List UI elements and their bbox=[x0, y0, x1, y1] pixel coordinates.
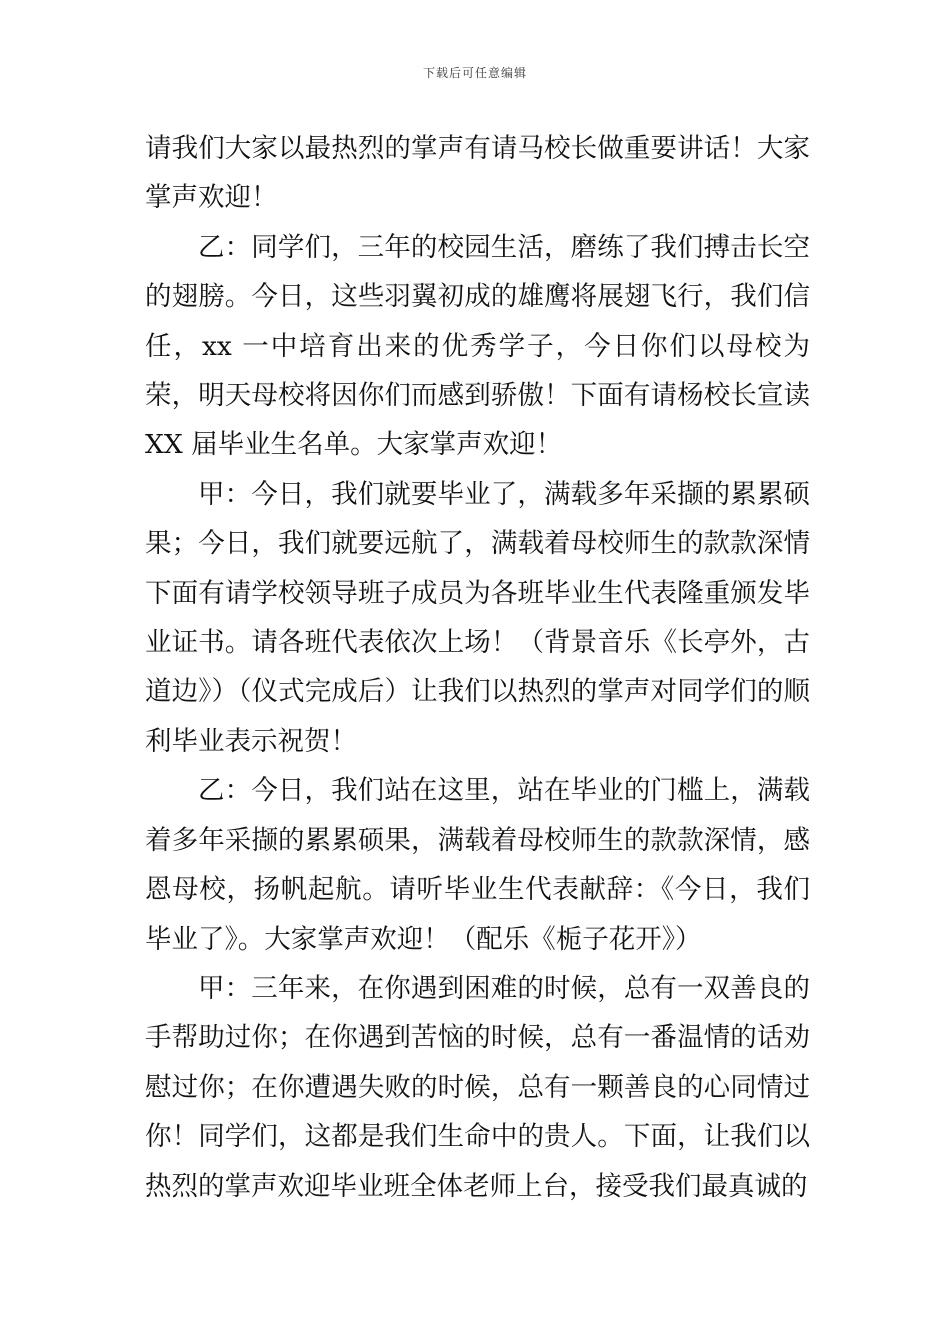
paragraph-2: 乙：同学们，三年的校园生活，磨练了我们搏击长空的翅膀。今日，这些羽翼初成的雄鹰将展翅飞行，我们信任，xx 一中培育出来的优秀学子，今日你们以母校为荣，明天母校将因你们而感到骄傲！下面有请杨校长宣读 XX 届毕业生名单。大家掌声欢迎！ bbox=[145, 231, 810, 461]
paragraph-4: 乙：今日，我们站在这里，站在毕业的门槛上，满载着多年采撷的累累硕果，满载着母校师生的款款深情，感恩母校，扬帆起航。请听毕业生代表献辞：《今日，我们毕业了》。大家掌声欢迎！（配乐《栀子花开》） bbox=[145, 775, 810, 955]
page-header: 下载后可任意编辑 bbox=[422, 66, 527, 80]
document-body bbox=[145, 124, 810, 1211]
paragraph-1: 请我们大家以最热烈的掌声有请马校长做重要讲话！大家掌声欢迎！ bbox=[145, 133, 810, 214]
paragraph-3: 甲：今日，我们就要毕业了，满载多年采撷的累累硕果；今日，我们就要远航了，满载着母校师生的款款深情下面有请学校领导班子成员为各班毕业生代表隆重颁发毕业证书。请各班代表依次上场！（背景音乐《长亭外，古道边》）（仪式完成后）让我们以热烈的掌声对同学们的顺利毕业表示祝贺！ bbox=[145, 478, 810, 757]
paragraph-5: 甲：三年来，在你遇到困难的时候，总有一双善良的手帮助过你；在你遇到苦恼的时候，总有一番温情的话劝慰过你；在你遭遇失败的时候，总有一颗善良的心同情过你！同学们，这都是我们生命中的贵人。下面，让我们以热烈的掌声欢迎毕业班全体老师上台，接受我们最真诚的 bbox=[145, 972, 810, 1202]
